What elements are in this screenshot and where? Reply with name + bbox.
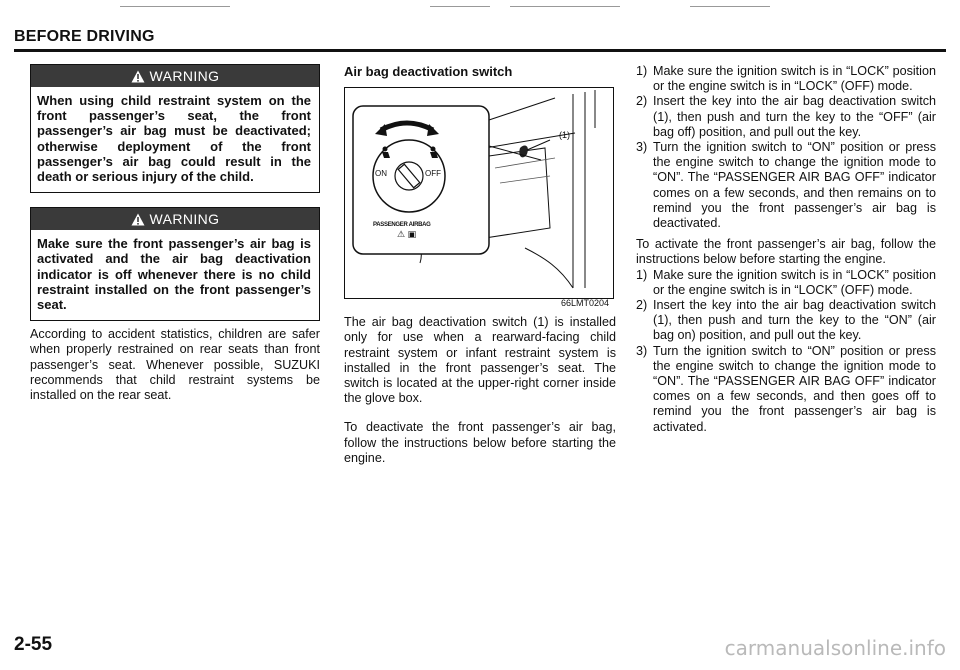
warning-header (31, 65, 319, 87)
header-rule (14, 49, 946, 52)
figure-callout-label: (1) (559, 130, 570, 141)
column-right (636, 64, 936, 435)
body-paragraph: According to accident statistics, children are safer when properly restrained on rear seats than front passenger’s seat. Whenever possible, SUZUKI recommends that child restraint systems be installed on the rear seat. (30, 327, 320, 403)
list-item: 3) Turn the ignition switch to “ON” position or press the engine switch to change the ignition mode to “ON”. The “PASSENGER AIR BAG OFF” indicator comes on a few seconds, and then goes off to remind you the front passenger’s air bag is activated. (636, 343, 936, 434)
scan-artifact (120, 6, 230, 7)
warning-label: WARNING (149, 211, 220, 228)
dial-on-label: ON (375, 169, 387, 179)
airbag-switch-figure (344, 87, 614, 308)
dial-off-label: OFF (425, 169, 441, 179)
watermark: carmanualsonline.info (724, 636, 946, 660)
caution-book-icon: ⚠ ▣ (397, 229, 417, 240)
body-paragraph: To deactivate the front passenger’s air bag, follow the instructions below before starting the engine. (344, 420, 616, 465)
scan-artifact (430, 6, 490, 7)
figure-code: 66LMT0204 (560, 298, 609, 308)
list-item: 1) Make sure the ignition switch is in “LOCK” position or the engine switch is in “LOCK” (OFF) mode. (636, 64, 936, 94)
column-left (30, 64, 320, 403)
body-paragraph: The air bag deactivation switch (1) is installed only for use when a rearward-facing child restraint system or infant restraint system is installed in the front passenger’s seat. The switch is located at the upper-right corner inside the glove box. (344, 315, 616, 406)
switch-caption-label: PASSENGER AIRBAG (373, 222, 431, 229)
airbag-switch-illustration (345, 88, 613, 298)
list-item: 2) Insert the key into the air bag deactivation switch (1), then push and turn the key to the “ON” (air bag on) position, and pull out the key. (636, 298, 936, 343)
scan-artifact (690, 6, 770, 7)
list-item: 2) Insert the key into the air bag deactivation switch (1), then push and turn the key to the “OFF” (air bag off) position, and pull out the key. (636, 94, 936, 139)
column-middle (344, 64, 616, 466)
warning-text: Make sure the front passenger’s air bag is activated and the air bag deactivation indicator is off whenever there is no child restraint installed on the front passenger’s seat. (37, 236, 311, 313)
list-item: 3) Turn the ignition switch to “ON” position or press the engine switch to change the ignition mode to “ON”. The “PASSENGER AIR BAG OFF” indicator comes on a few seconds, and then remains on to remind you the front passenger’s air bag is deactivated. (636, 140, 936, 231)
warning-box-1 (30, 64, 320, 193)
deactivate-steps-list (636, 64, 936, 231)
body-paragraph: To activate the front passenger’s air bag, follow the instructions below before starting the engine. (636, 237, 936, 267)
section-title: Air bag deactivation switch (344, 64, 513, 79)
warning-box-2 (30, 207, 320, 321)
scan-artifact (510, 6, 620, 7)
warning-header (31, 208, 319, 230)
warning-triangle-icon (131, 213, 145, 226)
page-number: 2-55 (14, 634, 53, 655)
page-header-title: BEFORE DRIVING (14, 28, 155, 45)
warning-text: When using child restraint system on the front passenger’s seat, the front passenger’s air bag must be deactivated; otherwise deployment of the front passenger’s air bag could result in the death or serious injury of the child. (37, 93, 311, 185)
list-item: 1) Make sure the ignition switch is in “LOCK” position or the engine switch is in “LOCK” (OFF) mode. (636, 267, 936, 297)
warning-label: WARNING (149, 68, 220, 84)
activate-steps-list (636, 268, 936, 435)
warning-triangle-icon (131, 70, 145, 83)
